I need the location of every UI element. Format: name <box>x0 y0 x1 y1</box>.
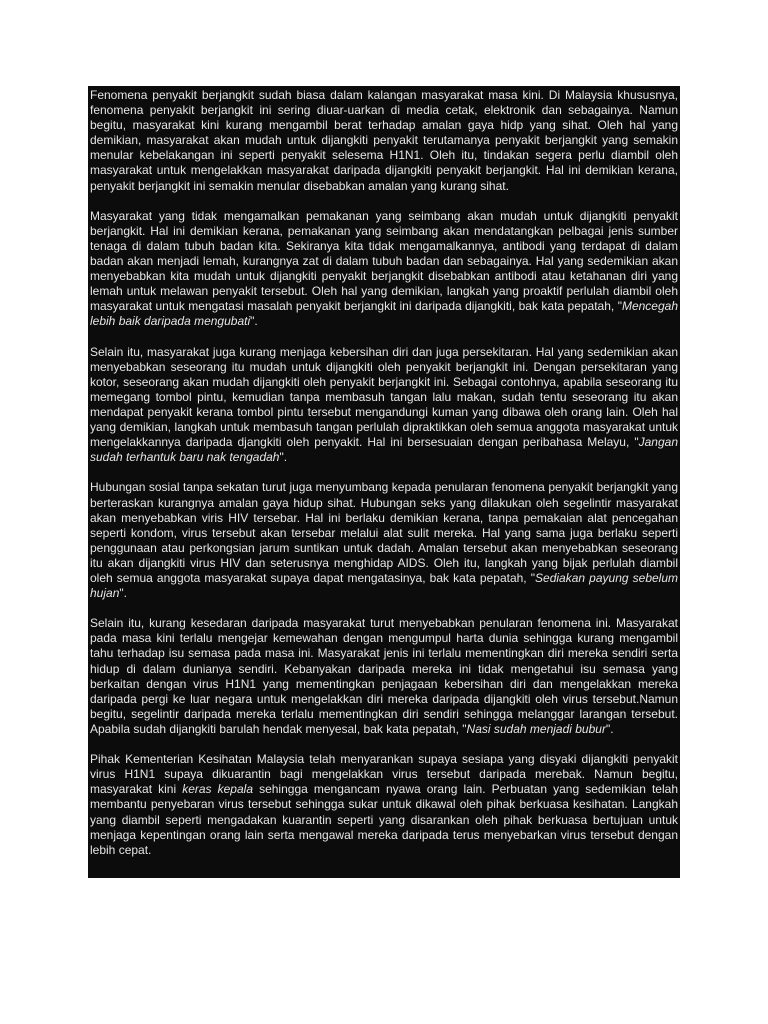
essay-paragraph-6 <box>90 752 678 858</box>
paragraph-text-end: ". <box>605 721 614 736</box>
essay-paragraph-4 <box>90 480 678 601</box>
essay-paragraph-5 <box>90 616 678 737</box>
paragraph-text: Masyarakat yang tidak mengamalkan pemakanan yang seimbang akan mudah untuk dijangkiti penyakit berjangkit. Hal ini demikian kerana, pemakanan yang seimbang akan mendatangkan pelbagai jenis sumber tenaga di dalam tubuh badan kita. Sekiranya kita tidak mengamalkannya, antibodi yang terdapat di dalam badan akan menjadi lemah, kurangnya zat di dalam tubuh badan dan sebagainya. Hal yang sedemikian akan menyebabkan kita mudah untuk dijangkiti penyakit berjangkit disebabkan antibodi atau ketahanan diri yang lemah untuk melawan penyakit tersebut. Oleh hal yang demikian, langkah yang proaktif perlulah diambil oleh masyarakat untuk mengatasi masalah penyakit berjangkit ini daripada dijangkiti, bak kata pepatah, " <box>90 208 678 314</box>
paragraph-text-end: ". <box>250 314 258 329</box>
proverb-quote: Mencegah lebih baik daripada mengubati <box>90 299 678 329</box>
essay-paragraph-1 <box>90 88 678 194</box>
essay-paragraph-2 <box>90 209 678 330</box>
paragraph-text: Fenomena penyakit berjangkit sudah biasa dalam kalangan masyarakat masa kini. Di Malaysia khususnya, fenomena penyakit berjangkit ini sering diuar-uarkan di media cetak, elektronik dan sebagainya. Namun begitu, masyarakat kini kurang mengambil berat terhadap amalan gaya hidp yang sihat. Oleh hal yang demikian, masyarakat akan mudah untuk dijangkiti penyakit terutamanya penyakit berjangkit yang semakin menular kebelakangan ini seperti penyakit selesema H1N1. Oleh itu, tindakan segera perlu diambil oleh masyarakat untuk mengelakkan masyarakat daripada dijangkiti penyakit berjangkit. Hal ini demikian kerana, penyakit berjangkit ini semakin menular disebabkan amalan yang kurang sihat. <box>90 88 678 193</box>
essay-text-block <box>88 86 680 878</box>
paragraph-text-end: ". <box>279 450 288 465</box>
paragraph-text: Pihak Kementerian Kesihatan Malaysia telah menyarankan supaya sesiapa yang disyaki dijangkiti penyakit virus H1N1 supaya dikuarantin bagi mengelakkan virus tersebut daripada merebak. Namun begitu, masyarakat kini <box>90 752 678 797</box>
paragraph-text: Selain itu, kurang kesedaran daripada masyarakat turut menyebabkan penularan fenomena ini. Masyarakat pada masa kini terlalu mengejar kemewahan dengan mengumpul harta dunia sehingga kurang mengambil tahu terhadap isu semasa pada masa ini. Masyarakat jenis ini terlalu mementingkan diri mereka sendiri serta hidup di dalam dunianya sendiri. Kebanyakan daripada mereka ini tidak mengetahui isu semasa yang berkaitan dengan virus H1N1 yang mementingkan penjagaan kebersihan diri dan mengelakkan mereka daripada pergi ke luar negara untuk mengelakkan diri mereka daripada dijangkiti oleh virus tersebut.Namun begitu, segelintir daripada mereka terlalu mementingkan diri sendiri sehingga melanggar larangan tersebut. Apabila sudah dijangkiti barulah hendak menyesal, bak kata pepatah, " <box>90 616 678 736</box>
paragraph-text: Hubungan sosial tanpa sekatan turut juga menyumbang kepada penularan fenomena penyakit berjangkit yang berteraskan kurangnya amalan gaya hidup sihat. Hubungan seks yang dilakukan oleh segelintir masyarakat akan menyebabkan viris HIV tersebar. Hal ini berlaku demikian kerana, tanpa pemakaian alat pencegahan seperti kondom, virus tersebut akan tersebar melalui alat sulit mereka. Hal yang sama juga berlaku seperti penggunaan atau perkongsian jarum suntikan untuk dadah. Amalan tersebut akan menyebabkan seseorang itu akan dijangkiti virus HIV dan seterusnya menghidap AIDS. Oleh itu, langkah yang bijak perlulah diambil oleh semua anggota masyarakat supaya dapat mengatasinya, bak kata pepatah, " <box>90 480 678 585</box>
proverb-quote: Jangan sudah terhantuk baru nak tengadah <box>90 435 678 465</box>
paragraph-text-end: sehingga mengancam nyawa orang lain. Perbuatan yang sedemikian telah membantu penyebaran virus tersebut sehingga sukar untuk dikawal oleh pihak berkuasa kesihatan. Langkah yang diambil seperti mengadakan kuarantin seperti yang disarankan oleh pihak berkuasa bertujuan untuk menjaga kepentingan orang lain serta mengawal mereka daripada terus menyebarkan virus tersebut dengan lebih cepat. <box>90 782 678 857</box>
proverb-quote: Sediakan payung sebelum hujan <box>90 571 679 601</box>
essay-paragraph-3 <box>90 345 678 466</box>
paragraph-text-end: ". <box>119 586 127 601</box>
emphasis-phrase: keras kepala <box>182 782 253 797</box>
proverb-quote: Nasi sudah menjadi bubur <box>466 721 606 736</box>
paragraph-text: Selain itu, masyarakat juga kurang menjaga kebersihan diri dan juga persekitaran. Hal yang sedemikian akan menyebabkan seseorang itu mudah untuk dijangkiti oleh penyakit berjangkit ini. Dengan persekitaran yang kotor, seseorang akan mudah dijangkiti oleh penyakit berjangkit ini. Sebagai contohnya, apabila seseorang itu memegang tombol pintu, kemudian tanpa membasuh tangan lalu makan, sudah tentu seseorang itu akan mendapat penyakit kerana tombol pintu tersebut mengandungi kuman yang dibawa oleh orang lain. Oleh hal yang demikian, langkah untuk membasuh tangan perlulah dipraktikkan oleh semua anggota masyarakat untuk mengelakkannya daripada djangkiti oleh penyakit. Hal ini bersesuaian dengan peribahasa Melayu, " <box>90 344 678 450</box>
